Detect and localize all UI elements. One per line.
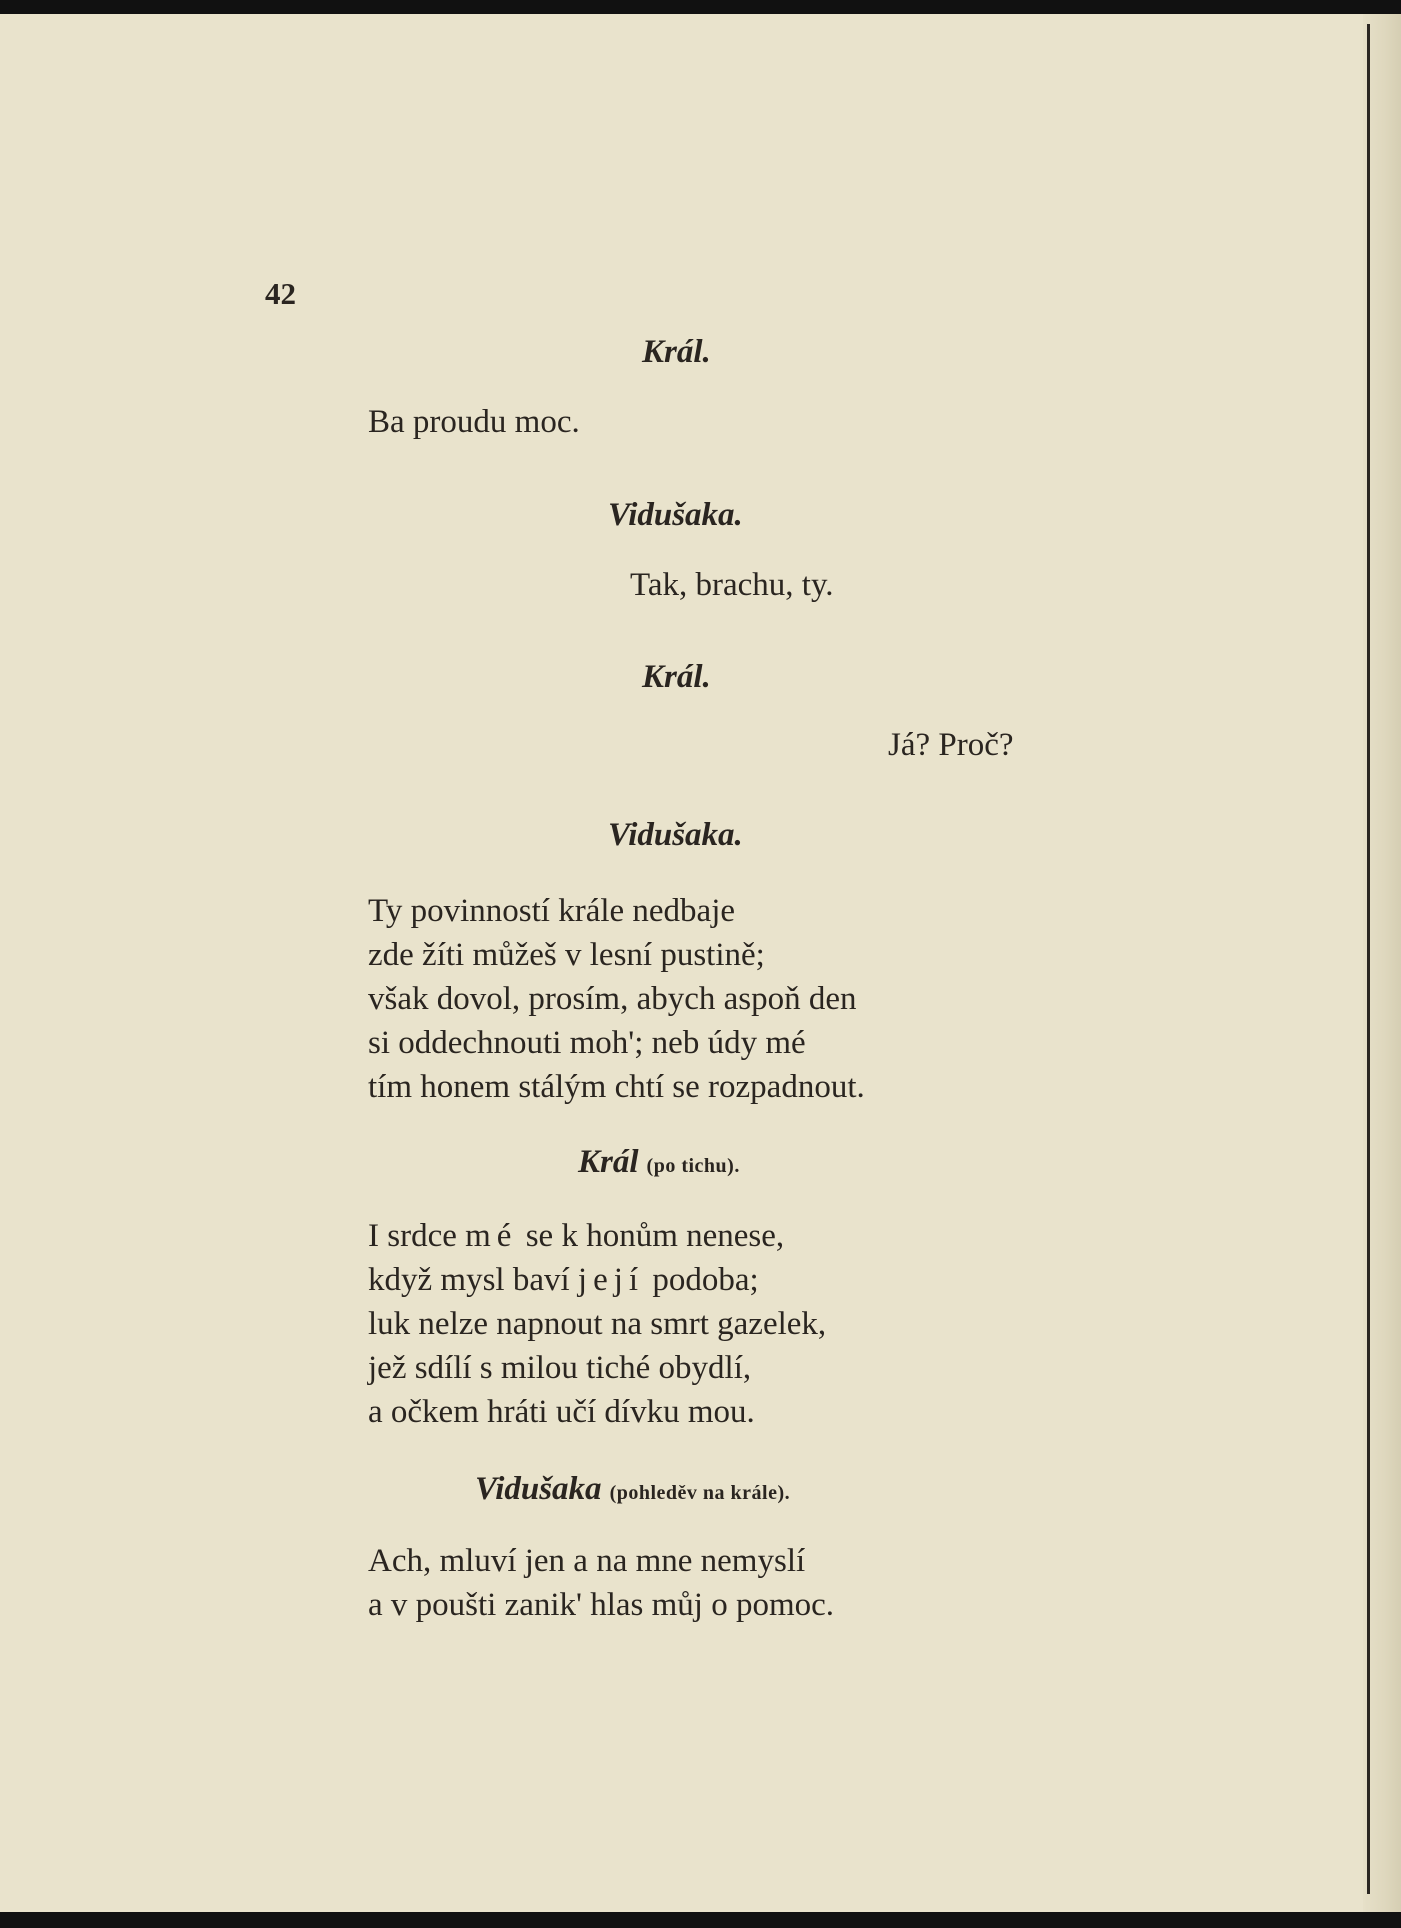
verse-line: si oddechnouti moh'; neb údy mé xyxy=(368,1025,806,1061)
verse-line: a očkem hráti učí dívku mou. xyxy=(368,1394,755,1430)
verse-line: když mysl baví její podoba; xyxy=(368,1262,759,1298)
speaker-heading: Vidušaka. xyxy=(608,497,743,533)
stage-direction: (pohleděv na krále). xyxy=(609,1482,791,1504)
verse-stanza xyxy=(368,1539,834,1627)
stage-direction: (po tichu). xyxy=(646,1155,740,1177)
verse-line: Ach, mluví jen a na mne nemyslí xyxy=(368,1543,806,1579)
verse-line: Ty povinností krále nedbaje xyxy=(368,893,736,929)
emphasized-word: mé xyxy=(465,1218,518,1254)
verse-line: luk nelze napnout na smrt gazelek, xyxy=(368,1306,827,1342)
verse-line: tím honem stálým chtí se rozpadnout. xyxy=(368,1069,865,1105)
speaker-name: Král xyxy=(578,1144,639,1180)
speaker-heading: Král. xyxy=(642,659,711,695)
verse-stanza xyxy=(368,1214,826,1434)
speaker-heading: Vidušaka. xyxy=(608,817,743,853)
emphasized-word: její xyxy=(577,1262,645,1298)
verse-stanza xyxy=(368,889,865,1109)
verse-line: I srdce mé se k honům nenese, xyxy=(368,1218,785,1254)
page-number: 42 xyxy=(265,276,296,311)
speaker-heading xyxy=(578,1144,740,1181)
speaker-heading xyxy=(475,1471,790,1508)
verse-line: a v poušti zanik' hlas můj o pomoc. xyxy=(368,1587,835,1623)
verse-line: Já? Proč? xyxy=(888,727,1014,763)
speaker-name: Vidušaka xyxy=(475,1471,602,1507)
speaker-heading: Král. xyxy=(642,334,711,370)
binding-edge xyxy=(1367,24,1370,1894)
verse-line: zde žíti můžeš v lesní pustině; xyxy=(368,937,765,973)
verse-line: jež sdílí s milou tiché obydlí, xyxy=(368,1350,752,1386)
book-page xyxy=(0,14,1401,1912)
verse-line: Ba proudu moc. xyxy=(368,404,580,440)
verse-line: však dovol, prosím, abych aspoň den xyxy=(368,981,857,1017)
verse-line: Tak, brachu, ty. xyxy=(630,567,834,603)
